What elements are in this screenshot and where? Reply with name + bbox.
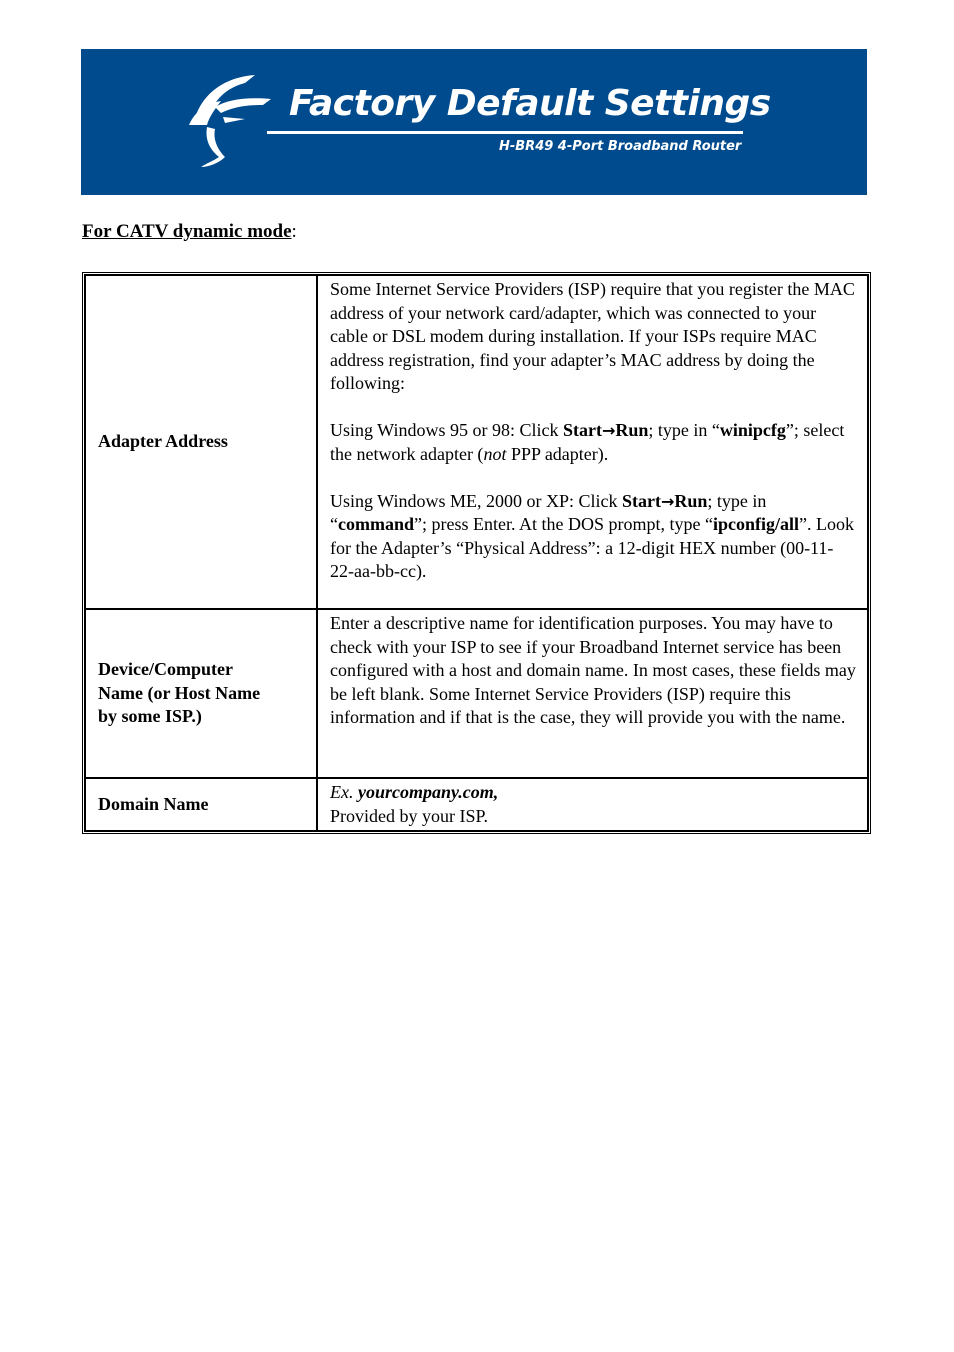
- win98-instructions: Using Windows 95 or 98: Click Start→Run; type in “winipcfg”; select the network adapter (not PPP adapter).: [330, 420, 845, 464]
- table-row: [85, 609, 868, 778]
- winxp-instructions: Using Windows ME, 2000 or XP: Click Start→Run; type in “command”; press Enter. At the DOS prompt, type “ipconfig/all”. Look for the Adapter’s “Physical Address”: a 12-digit HEX number (00-11-22-aa-bb-cc).: [330, 490, 854, 581]
- description-paragraph: Some Internet Service Providers (ISP) require that you register the MAC address of your network card/adapter, which was connected to your cable or DSL modem during installation. If your ISPs require MAC address registration, find your adapter’s MAC address by doing the following:: [330, 279, 855, 393]
- eagle-logo-icon: [185, 63, 275, 173]
- arrow-right-icon: →: [660, 491, 675, 511]
- row-label: Device/Computer Name (or Host Name by some ISP.): [85, 609, 317, 778]
- row-label: Adapter Address: [85, 275, 317, 609]
- section-heading-colon: :: [291, 221, 297, 242]
- header-banner: [81, 49, 867, 195]
- row-label: Domain Name: [85, 778, 317, 831]
- section-heading-text: For CATV dynamic mode: [82, 221, 292, 242]
- section-heading: [82, 221, 297, 243]
- row-description: [317, 275, 868, 609]
- domain-example: Ex. yourcompany.com, Provided by your ISP.: [330, 782, 499, 826]
- settings-table-wrapper: [82, 272, 871, 834]
- row-description: [317, 778, 868, 831]
- banner-title: Factory Default Settings: [289, 83, 771, 124]
- table-row: [85, 778, 868, 831]
- banner-subtitle: H-BR49 4-Port Broadband Router: [499, 139, 742, 154]
- settings-table: [82, 272, 871, 834]
- description-paragraph: Enter a descriptive name for identification purposes. You may have to check with your ISP to see if your Broadband Internet service has been configured with a host and domain name. In most cases, these fields may be left blank. Some Internet Service Providers (ISP) require this information and if that is the case, they will provide you with the name.: [330, 613, 856, 727]
- table-row: [85, 275, 868, 609]
- row-description: [317, 609, 868, 778]
- banner-divider: [267, 131, 743, 134]
- arrow-right-icon: →: [601, 421, 616, 440]
